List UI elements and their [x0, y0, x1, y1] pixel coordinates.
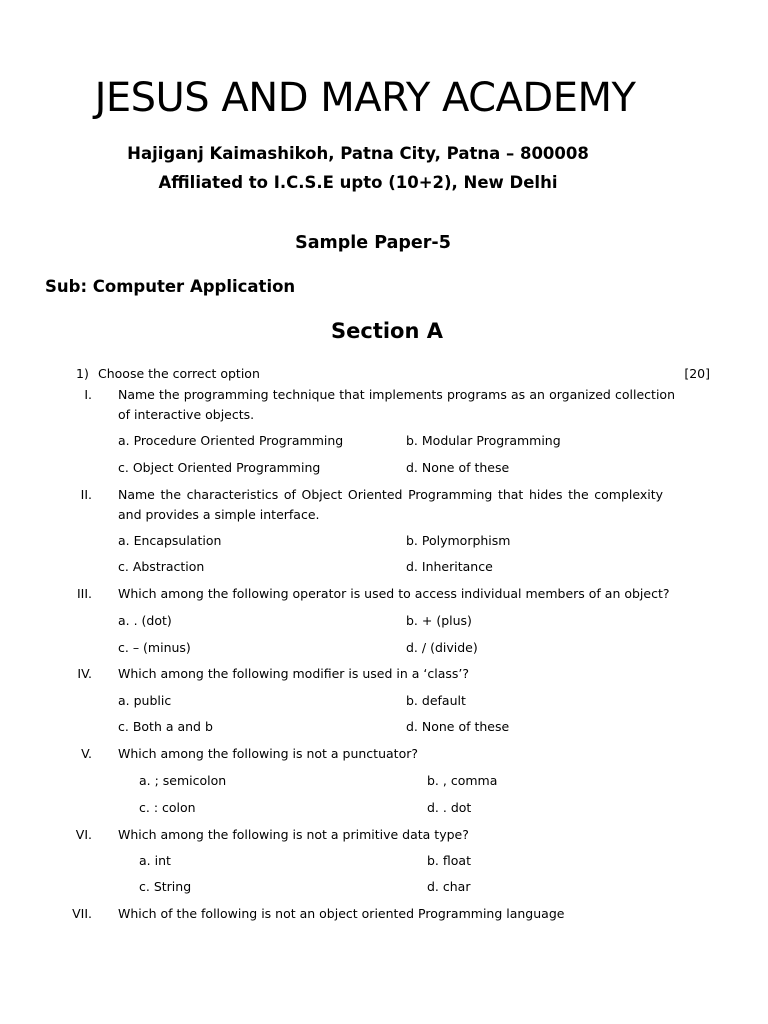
option-d: d. None of these	[406, 460, 510, 475]
item-numeral: V.	[81, 746, 92, 761]
option-b: b. + (plus)	[406, 613, 472, 628]
item-stem: Which among the following operator is used to access individual members of an object?	[118, 586, 670, 601]
option-b: b. Polymorphism	[406, 533, 511, 548]
option-a: a. ; semicolon	[139, 773, 227, 788]
option-c: c. – (minus)	[118, 640, 191, 655]
item-stem: Name the programming technique that implements programs as an organized collection of interactive objects.	[118, 387, 675, 422]
school-name: JESUS AND MARY ACADEMY	[94, 75, 636, 121]
item-numeral: VII.	[72, 906, 92, 921]
option-a: a. Procedure Oriented Programming	[118, 433, 344, 448]
option-a: a. . (dot)	[118, 613, 172, 628]
school-affiliation: Affiliated to I.C.S.E upto (10+2), New Delhi	[158, 173, 558, 192]
item-numeral: IV.	[77, 666, 92, 681]
option-b: b. float	[427, 853, 471, 868]
option-d: d. / (divide)	[406, 640, 478, 655]
question-instruction: Choose the correct option	[98, 366, 260, 381]
item-numeral: VI.	[75, 827, 92, 842]
option-d: d. . dot	[427, 800, 472, 815]
school-address: Hajiganj Kaimashikoh, Patna City, Patna – 800008	[127, 144, 589, 163]
option-b: b. default	[406, 693, 466, 708]
option-c: c. : colon	[139, 800, 196, 815]
item-numeral: I.	[84, 387, 92, 402]
item-stem: Name the characteristics of Object Oriented Programming that hides the complexity and provides a simple interface.	[118, 487, 663, 522]
option-a: a. Encapsulation	[118, 533, 222, 548]
question-marks: [20]	[684, 366, 710, 381]
item-numeral: II.	[80, 487, 92, 502]
item-numeral: III.	[76, 586, 92, 601]
option-a: a. public	[118, 693, 172, 708]
option-d: d. char	[427, 879, 471, 894]
option-b: b. Modular Programming	[406, 433, 561, 448]
question-number: 1)	[76, 366, 89, 381]
item-stem: Which among the following is not a punctuator?	[118, 746, 418, 761]
question-1-header	[76, 364, 710, 384]
option-c: c. String	[139, 879, 192, 894]
option-c: c. Abstraction	[118, 559, 205, 574]
option-a: a. int	[139, 853, 171, 868]
option-c: c. Both a and b	[118, 719, 213, 734]
section-title: Section A	[331, 319, 443, 343]
item-stem: Which among the following is not a primitive data type?	[118, 827, 469, 842]
option-b: b. , comma	[427, 773, 498, 788]
item-stem: Which of the following is not an object oriented Programming language	[118, 906, 565, 921]
item-stem: Which among the following modifier is used in a ‘class’?	[118, 666, 470, 681]
option-c: c. Object Oriented Programming	[118, 460, 321, 475]
paper-title: Sample Paper-5	[295, 233, 451, 253]
option-d: d. Inheritance	[406, 559, 493, 574]
option-d: d. None of these	[406, 719, 510, 734]
subject-line: Sub: Computer Application	[45, 277, 296, 296]
